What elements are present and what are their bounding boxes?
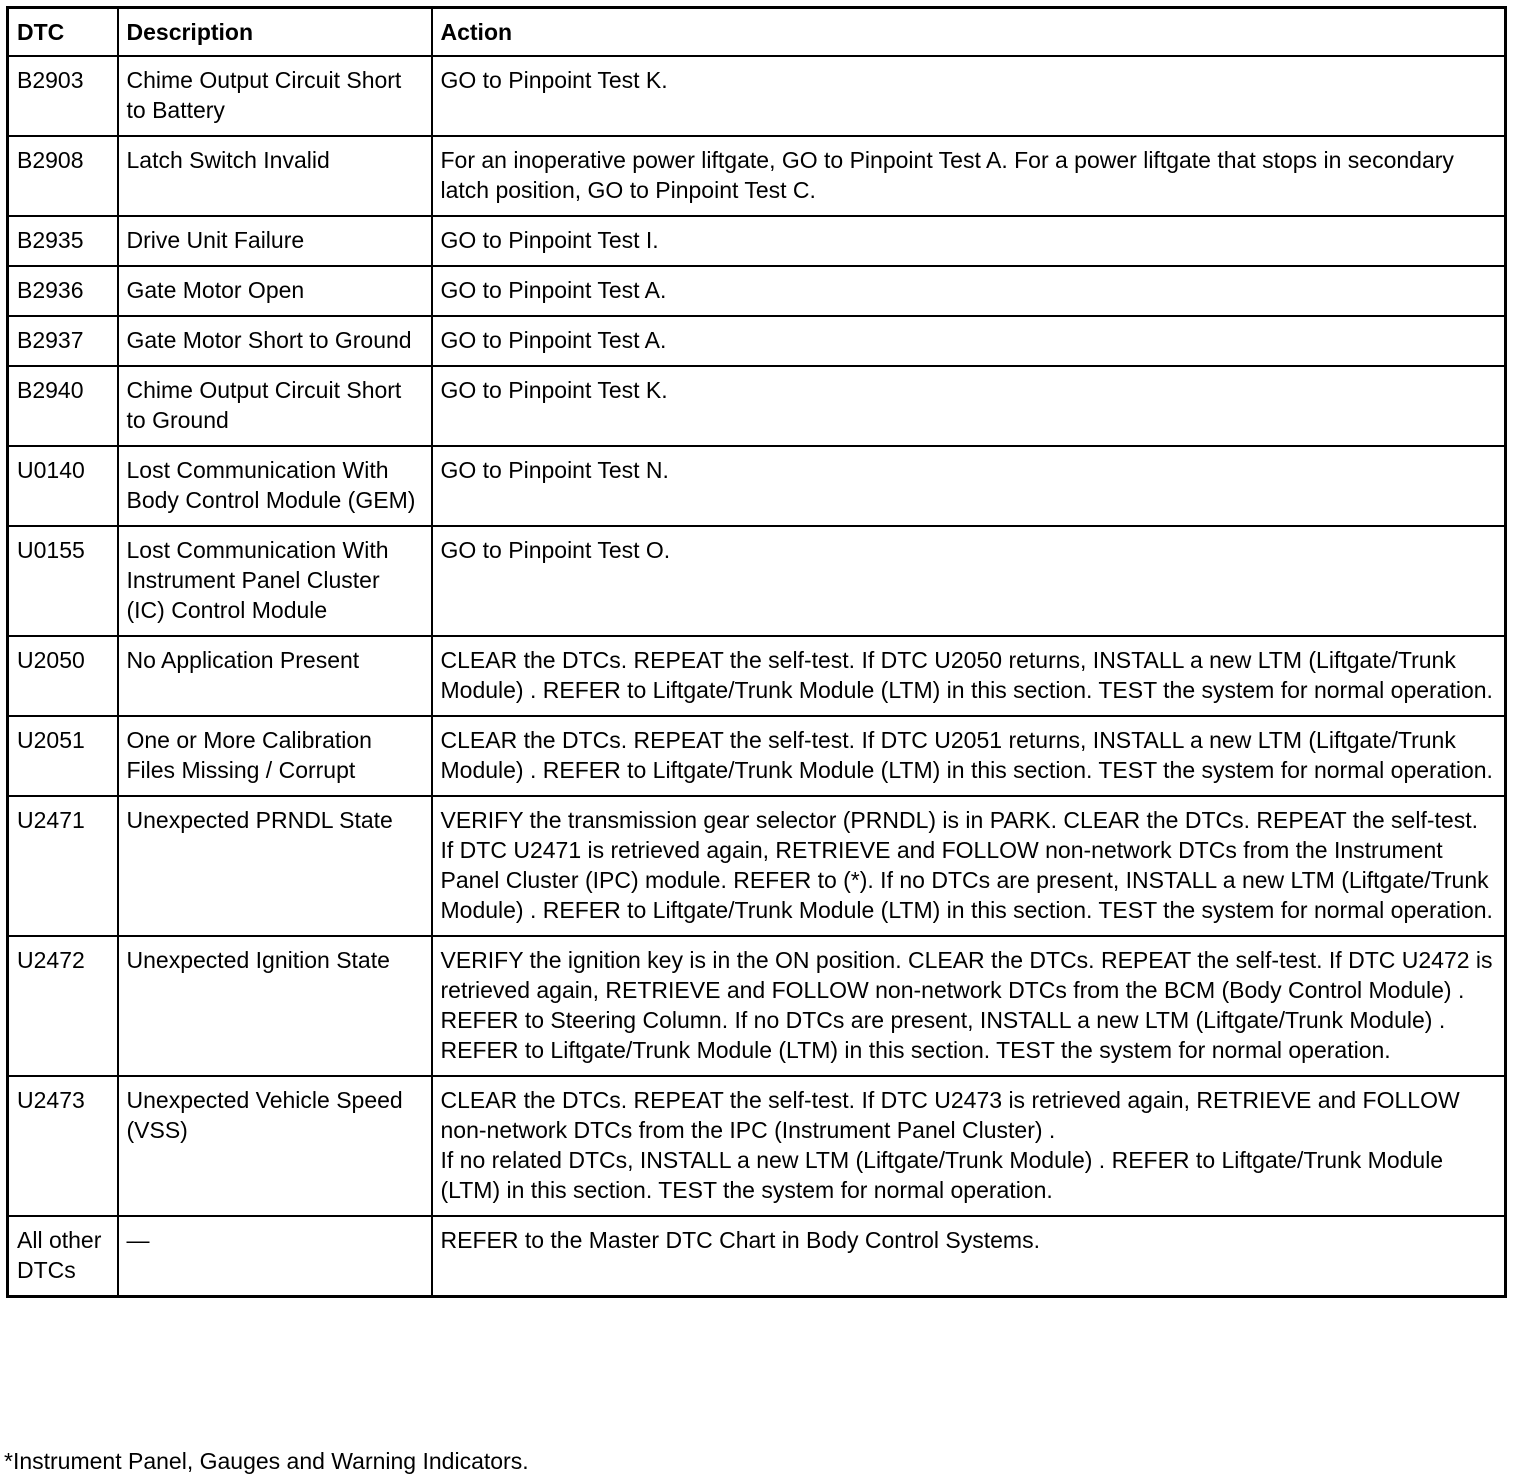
cell-action: For an inoperative power liftgate, GO to Pinpoint Test A. For a power liftgate that stops in secondary latch position, GO to Pinpoint Test C.: [432, 136, 1506, 216]
cell-action: GO to Pinpoint Test K.: [432, 366, 1506, 446]
cell-dtc: All other DTCs: [8, 1216, 118, 1297]
cell-dtc: U0140: [8, 446, 118, 526]
table-row: [8, 1076, 1506, 1216]
footnote: *Instrument Panel, Gauges and Warning Indicators.: [4, 1448, 529, 1474]
table-row: [8, 266, 1506, 316]
cell-dtc: U2050: [8, 636, 118, 716]
cell-dtc: U2472: [8, 936, 118, 1076]
table-row: [8, 1216, 1506, 1297]
cell-description: Latch Switch Invalid: [118, 136, 432, 216]
cell-dtc: U2473: [8, 1076, 118, 1216]
table-row: [8, 716, 1506, 796]
cell-description: Chime Output Circuit Short to Ground: [118, 366, 432, 446]
cell-dtc: U0155: [8, 526, 118, 636]
cell-action: CLEAR the DTCs. REPEAT the self-test. If DTC U2473 is retrieved again, RETRIEVE and FOLLOW non-network DTCs from the IPC (Instrument Panel Cluster) . If no related DTCs, INSTALL a new LTM (Liftgate/Trunk Module) . REFER to Liftgate/Trunk Module (LTM) in this section. TEST the system for normal operation.: [432, 1076, 1506, 1216]
cell-action: GO to Pinpoint Test A.: [432, 316, 1506, 366]
table-row: [8, 526, 1506, 636]
table-header-row: [8, 8, 1506, 57]
table-row: [8, 216, 1506, 266]
cell-action: GO to Pinpoint Test A.: [432, 266, 1506, 316]
cell-dtc: U2051: [8, 716, 118, 796]
cell-dtc: B2903: [8, 56, 118, 136]
cell-description: Lost Communication With Instrument Panel Cluster (IC) Control Module: [118, 526, 432, 636]
cell-dtc: B2935: [8, 216, 118, 266]
table-row: [8, 316, 1506, 366]
cell-action: VERIFY the transmission gear selector (PRNDL) is in PARK. CLEAR the DTCs. REPEAT the self-test. If DTC U2471 is retrieved again, RETRIEVE and FOLLOW non-network DTCs from the Instrument Panel Cluster (IPC) module. REFER to (*). If no DTCs are present, INSTALL a new LTM (Liftgate/Trunk Module) . REFER to Liftgate/Trunk Module (LTM) in this section. TEST the system for normal operation.: [432, 796, 1506, 936]
table-row: [8, 936, 1506, 1076]
cell-description: Drive Unit Failure: [118, 216, 432, 266]
cell-dtc: B2937: [8, 316, 118, 366]
cell-description: Gate Motor Short to Ground: [118, 316, 432, 366]
cell-description: No Application Present: [118, 636, 432, 716]
cell-dtc: U2471: [8, 796, 118, 936]
cell-dtc: B2940: [8, 366, 118, 446]
cell-action: CLEAR the DTCs. REPEAT the self-test. If DTC U2050 returns, INSTALL a new LTM (Liftgate/Trunk Module) . REFER to Liftgate/Trunk Module (LTM) in this section. TEST the system for normal operation.: [432, 636, 1506, 716]
table-row: [8, 796, 1506, 936]
cell-description: —: [118, 1216, 432, 1297]
cell-description: Unexpected Ignition State: [118, 936, 432, 1076]
cell-action: GO to Pinpoint Test I.: [432, 216, 1506, 266]
cell-description: Chime Output Circuit Short to Battery: [118, 56, 432, 136]
cell-action: REFER to the Master DTC Chart in Body Control Systems.: [432, 1216, 1506, 1297]
cell-description: Gate Motor Open: [118, 266, 432, 316]
table-row: [8, 56, 1506, 136]
table-row: [8, 446, 1506, 526]
cell-action: GO to Pinpoint Test K.: [432, 56, 1506, 136]
dtc-table: [6, 6, 1507, 1298]
cell-action: GO to Pinpoint Test O.: [432, 526, 1506, 636]
table-row: [8, 136, 1506, 216]
header-action: Action: [432, 8, 1506, 57]
table-row: [8, 366, 1506, 446]
cell-description: Unexpected PRNDL State: [118, 796, 432, 936]
cell-description: Unexpected Vehicle Speed (VSS): [118, 1076, 432, 1216]
cell-description: One or More Calibration Files Missing / Corrupt: [118, 716, 432, 796]
table-row: [8, 636, 1506, 716]
cell-description: Lost Communication With Body Control Module (GEM): [118, 446, 432, 526]
cell-dtc: B2936: [8, 266, 118, 316]
cell-dtc: B2908: [8, 136, 118, 216]
cell-action: GO to Pinpoint Test N.: [432, 446, 1506, 526]
header-description: Description: [118, 8, 432, 57]
cell-action: VERIFY the ignition key is in the ON position. CLEAR the DTCs. REPEAT the self-test. If DTC U2472 is retrieved again, RETRIEVE and FOLLOW non-network DTCs from the BCM (Body Control Module) . REFER to Steering Column. If no DTCs are present, INSTALL a new LTM (Liftgate/Trunk Module) . REFER to Liftgate/Trunk Module (LTM) in this section. TEST the system for normal operation.: [432, 936, 1506, 1076]
cell-action: CLEAR the DTCs. REPEAT the self-test. If DTC U2051 returns, INSTALL a new LTM (Liftgate/Trunk Module) . REFER to Liftgate/Trunk Module (LTM) in this section. TEST the system for normal operation.: [432, 716, 1506, 796]
header-dtc: DTC: [8, 8, 118, 57]
